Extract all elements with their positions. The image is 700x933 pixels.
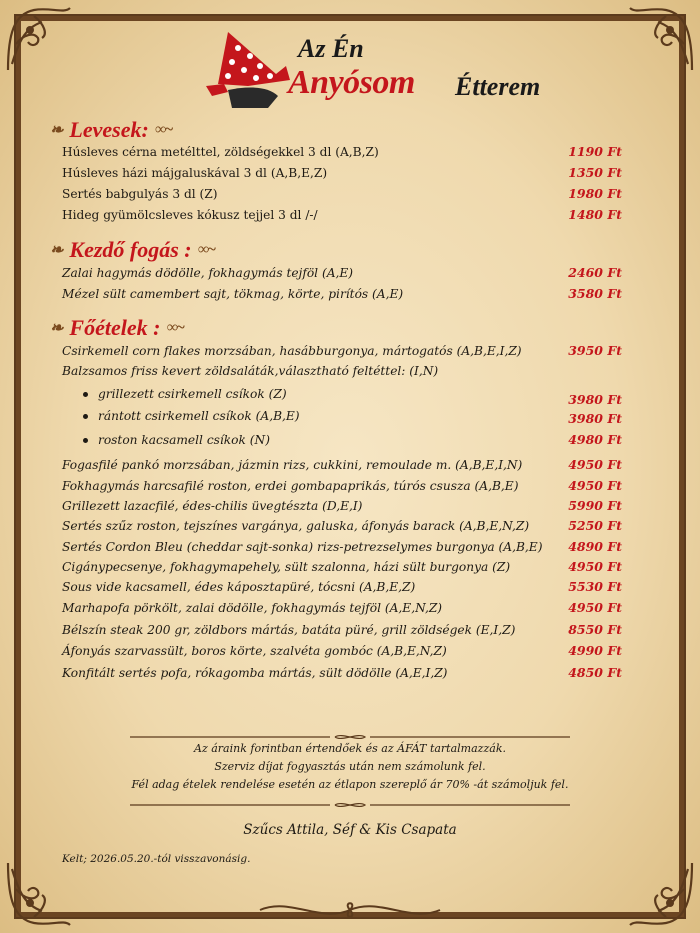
item-price: 2460 Ft bbox=[568, 265, 622, 280]
item-name: Húsleves házi májgaluskával 3 dl (A,B,E,Z) bbox=[62, 166, 328, 180]
item-price: 4890 Ft bbox=[568, 539, 622, 554]
flourish-right-icon: ∞~ bbox=[154, 121, 172, 138]
divider-flourish bbox=[130, 800, 570, 810]
menu-item bbox=[62, 476, 622, 496]
menu-item bbox=[62, 163, 622, 183]
menu-subitem bbox=[98, 384, 622, 407]
bullet-icon bbox=[83, 438, 88, 443]
item-name: Konfitált sertés pofa, rókagomba mártás, sült dödölle (A,E,I,Z) bbox=[62, 666, 448, 680]
item-name: Fokhagymás harcsafilé roston, erdei gombapaprikás, túrós csusza (A,B,E) bbox=[62, 479, 519, 493]
item-price: 5530 Ft bbox=[568, 579, 622, 594]
item-price: 1190 Ft bbox=[568, 144, 622, 159]
item-name: Bélszín steak 200 gr, zöldbors mártás, batáta püré, grill zöldségek (E,I,Z) bbox=[62, 623, 516, 637]
item-price: 4950 Ft bbox=[568, 478, 622, 493]
item-price: 1350 Ft bbox=[568, 165, 622, 180]
menu-item bbox=[62, 537, 622, 557]
flourish-right-icon: ∞~ bbox=[197, 241, 215, 258]
item-price: 4950 Ft bbox=[568, 600, 622, 615]
menu-item bbox=[62, 496, 622, 516]
menu-subitem bbox=[98, 430, 622, 450]
menu-item bbox=[62, 361, 622, 381]
item-name: Hideg gyümölcsleves kókusz tejjel 3 dl /-/ bbox=[62, 208, 318, 222]
corner-ornament-bottom-left bbox=[4, 859, 74, 929]
logo-line-3: Étterem bbox=[455, 72, 541, 101]
flourish-left-icon: ❧ bbox=[50, 320, 64, 337]
item-price: 1980 Ft bbox=[568, 186, 622, 201]
item-price: 8550 Ft bbox=[568, 622, 622, 637]
bullet-icon bbox=[83, 414, 88, 419]
item-name: Sous vide kacsamell, édes káposztapüré, tócsni (A,B,E,Z) bbox=[62, 580, 416, 594]
corner-ornament-bottom-right bbox=[626, 859, 696, 929]
item-name: Csirkemell corn flakes morzsában, hasábburgonya, mártogatós (A,B,E,I,Z) bbox=[62, 344, 522, 358]
item-price: 3950 Ft bbox=[568, 343, 622, 358]
item-price: 5250 Ft bbox=[568, 518, 622, 533]
menu-subitem bbox=[98, 406, 622, 426]
note-line: Az áraink forintban értendőek és az ÁFÁT tartalmazzák. bbox=[194, 742, 506, 755]
section-title-text: Levesek: bbox=[69, 117, 149, 142]
item-price: 4850 Ft bbox=[568, 665, 622, 680]
item-name: Balzsamos friss kevert zöldsaláták,választható feltéttel: (I,N) bbox=[62, 364, 439, 378]
section-title-kezdo-fogas bbox=[50, 237, 214, 263]
menu-item bbox=[62, 284, 622, 304]
logo-line-2: Anyósom bbox=[288, 64, 415, 101]
item-price: 4950 Ft bbox=[568, 559, 622, 574]
validity-date: Kelt; 2026.05.20.-tól visszavonásig. bbox=[62, 853, 251, 865]
item-name: Húsleves cérna metélttel, zöldségekkel 3 dl (A,B,Z) bbox=[62, 145, 379, 159]
item-price: 1480 Ft bbox=[568, 207, 622, 222]
menu-item bbox=[62, 641, 622, 661]
section-title-text: Főételek : bbox=[69, 315, 161, 340]
menu-item bbox=[62, 598, 622, 618]
item-name: Cigánypecsenye, fokhagymapehely, sült szalonna, házi sült burgonya (Z) bbox=[62, 560, 511, 574]
bottom-flourish bbox=[250, 895, 450, 925]
item-name: Mézel sült camembert sajt, tökmag, körte, pirítós (A,E) bbox=[62, 287, 404, 301]
item-name: Zalai hagymás dödölle, fokhagymás tejföl (A,E) bbox=[62, 266, 354, 280]
menu-item bbox=[62, 341, 622, 361]
restaurant-logo bbox=[198, 22, 541, 112]
item-name: Fogasfilé pankó morzsában, jázmin rizs, cukkini, remoulade m. (A,B,E,I,N) bbox=[62, 458, 523, 472]
item-price: 5990 Ft bbox=[568, 498, 622, 513]
menu-item bbox=[62, 516, 622, 536]
menu-item bbox=[62, 184, 622, 204]
item-price: 4980 Ft bbox=[568, 432, 622, 447]
item-name: Sertés szűz roston, tejszínes vargánya, galuska, áfonyás barack (A,B,E,N,Z) bbox=[62, 519, 530, 533]
item-price: 3980 Ft bbox=[568, 411, 622, 426]
flourish-left-icon: ❧ bbox=[50, 122, 64, 139]
item-name: Grillezett lazacfilé, édes-chilis üvegtészta (D,E,I) bbox=[62, 499, 363, 513]
menu-item bbox=[62, 205, 622, 225]
corner-ornament-top-left bbox=[4, 4, 74, 74]
item-price: 4950 Ft bbox=[568, 457, 622, 472]
menu-item bbox=[62, 455, 622, 475]
logo-line-1: Az Én bbox=[298, 34, 364, 63]
flourish-right-icon: ∞~ bbox=[166, 319, 183, 336]
item-price: 4990 Ft bbox=[568, 643, 622, 658]
item-name: Áfonyás szarvassült, boros körte, szalvéta gombóc (A,B,E,N,Z) bbox=[62, 644, 447, 658]
menu-item bbox=[62, 557, 622, 577]
section-title-text: Kezdő fogás : bbox=[69, 237, 192, 262]
item-name: grillezett csirkemell csíkok (Z) bbox=[98, 387, 287, 401]
kerchief-logo-icon bbox=[198, 26, 298, 112]
item-name: Marhapofa pörkölt, zalai dödölle, fokhagymás tejföl (A,E,N,Z) bbox=[62, 601, 443, 615]
menu-item bbox=[62, 663, 622, 683]
chef-signature: Szűcs Attila, Séf & Kis Csapata bbox=[243, 822, 457, 838]
note-line: Fél adag ételek rendelése esetén az étlapon szereplő ár 70% -át számoljuk fel. bbox=[131, 778, 569, 791]
menu-item bbox=[62, 577, 622, 597]
item-price: 3580 Ft bbox=[568, 286, 622, 301]
menu-item bbox=[62, 142, 622, 162]
item-name: Sertés babgulyás 3 dl (Z) bbox=[62, 187, 218, 201]
menu-item bbox=[62, 620, 622, 640]
note-line: Szerviz díjat fogyasztás után nem számolunk fel. bbox=[214, 760, 486, 773]
flourish-left-icon: ❧ bbox=[50, 242, 64, 259]
item-name: Sertés Cordon Bleu (cheddar sajt-sonka) rizs-petrezselymes burgonya (A,B,E) bbox=[62, 540, 543, 554]
section-title-foetelek bbox=[50, 315, 183, 341]
menu-item bbox=[62, 263, 622, 283]
bullet-icon bbox=[83, 392, 88, 397]
item-name: roston kacsamell csíkok (N) bbox=[98, 433, 270, 447]
item-name: rántott csirkemell csíkok (A,B,E) bbox=[98, 409, 300, 423]
corner-ornament-top-right bbox=[626, 4, 696, 74]
item-price: 3980 Ft bbox=[568, 392, 622, 407]
section-title-levesek bbox=[50, 117, 171, 143]
